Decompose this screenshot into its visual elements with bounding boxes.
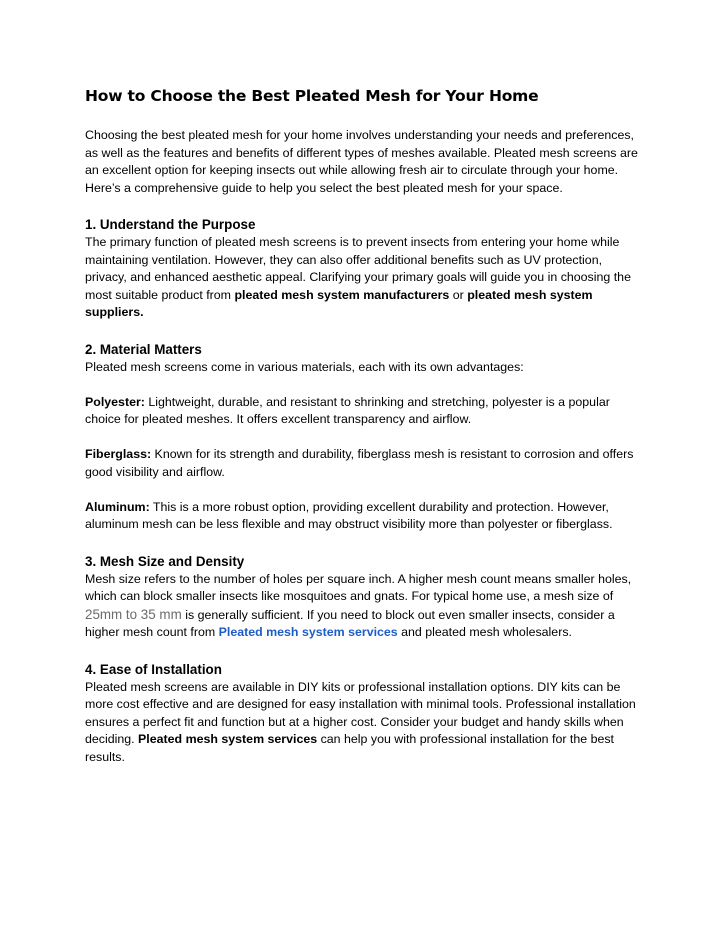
material-name: Polyester: xyxy=(85,394,145,409)
bold-term: pleated mesh system suppliers. xyxy=(85,287,593,319)
section-heading: 4. Ease of Installation xyxy=(85,661,222,677)
section-paragraph xyxy=(85,571,645,642)
section-material xyxy=(85,341,645,534)
document-title: How to Choose the Best Pleated Mesh for Your Home xyxy=(85,87,539,105)
paragraph-text: is generally sufficient. If you need to block out even smaller insects, consider a higher mesh count from xyxy=(85,607,615,639)
bold-term: Pleated mesh system services xyxy=(138,732,318,746)
material-text: Lightweight, durable, and resistant to shrinking and stretching, polyester is a popular choice for pleated meshes. It offers excellent transparency and airflow. xyxy=(85,394,610,426)
paragraph-text: or xyxy=(449,287,468,302)
paragraph-text: and pleated mesh wholesalers. xyxy=(397,625,572,639)
section-heading: 3. Mesh Size and Density xyxy=(85,553,245,569)
section-heading: 1. Understand the Purpose xyxy=(85,217,256,232)
paragraph-text: can help you with professional installation for the best results. xyxy=(85,732,615,764)
document-page xyxy=(85,85,645,785)
material-name: Fiberglass: xyxy=(85,447,152,461)
bold-term: pleated mesh system manufacturers xyxy=(234,287,450,302)
section-mesh-size xyxy=(85,553,645,642)
material-text: This is a more robust option, providing excellent durability and protection. However, aluminum mesh can be less flexible and may obstruct visibility more than polyester or fiberglass. xyxy=(85,499,613,531)
material-fiberglass xyxy=(85,446,645,481)
paragraph-text: The primary function of pleated mesh screens is to prevent insects from entering your home while maintaining ventilation. However, they can also offer additional benefits such as UV protection, privacy, and enhanced aesthetic appeal. Clarifying your primary goals will guide you in choosing the most suitable product from xyxy=(85,235,631,302)
section-purpose xyxy=(85,216,645,322)
section-paragraph: Pleated mesh screens come in various materials, each with its own advantages: xyxy=(85,359,524,374)
section-paragraph xyxy=(85,679,645,767)
section-heading: 2. Material Matters xyxy=(85,341,202,357)
material-polyester xyxy=(85,394,645,429)
paragraph-text: Pleated mesh screens are available in DIY kits or professional installation options. DIY kits can be more cost effective and are designed for easy installation with minimal tools. Professional installation ensures a perfect fit and function but at a higher cost. Consider your budget and handy skills when deciding. xyxy=(85,679,636,746)
section-installation xyxy=(85,661,645,767)
section-paragraph xyxy=(85,234,645,322)
mesh-size-value: 25mm to 35 mm xyxy=(85,606,182,622)
paragraph-text: Mesh size refers to the number of holes per square inch. A higher mesh count means smaller holes, which can block smaller insects like mosquitoes and gnats. For typical home use, a mesh size of xyxy=(85,571,632,603)
material-text: Known for its strength and durability, fiberglass mesh is resistant to corrosion and offers good visibility and airflow. xyxy=(85,447,634,479)
intro-paragraph: Choosing the best pleated mesh for your home involves understanding your needs and preferences, as well as the features and benefits of different types of meshes available. Pleated mesh screens are an excellent option for keeping insects out while allowing fresh air to circulate through your home. Here’s a comprehensive guide to help you select the best pleated mesh for your space. xyxy=(85,128,638,195)
material-name: Aluminum: xyxy=(85,499,150,514)
material-aluminum xyxy=(85,499,645,534)
services-link[interactable]: Pleated mesh system services xyxy=(218,625,398,639)
